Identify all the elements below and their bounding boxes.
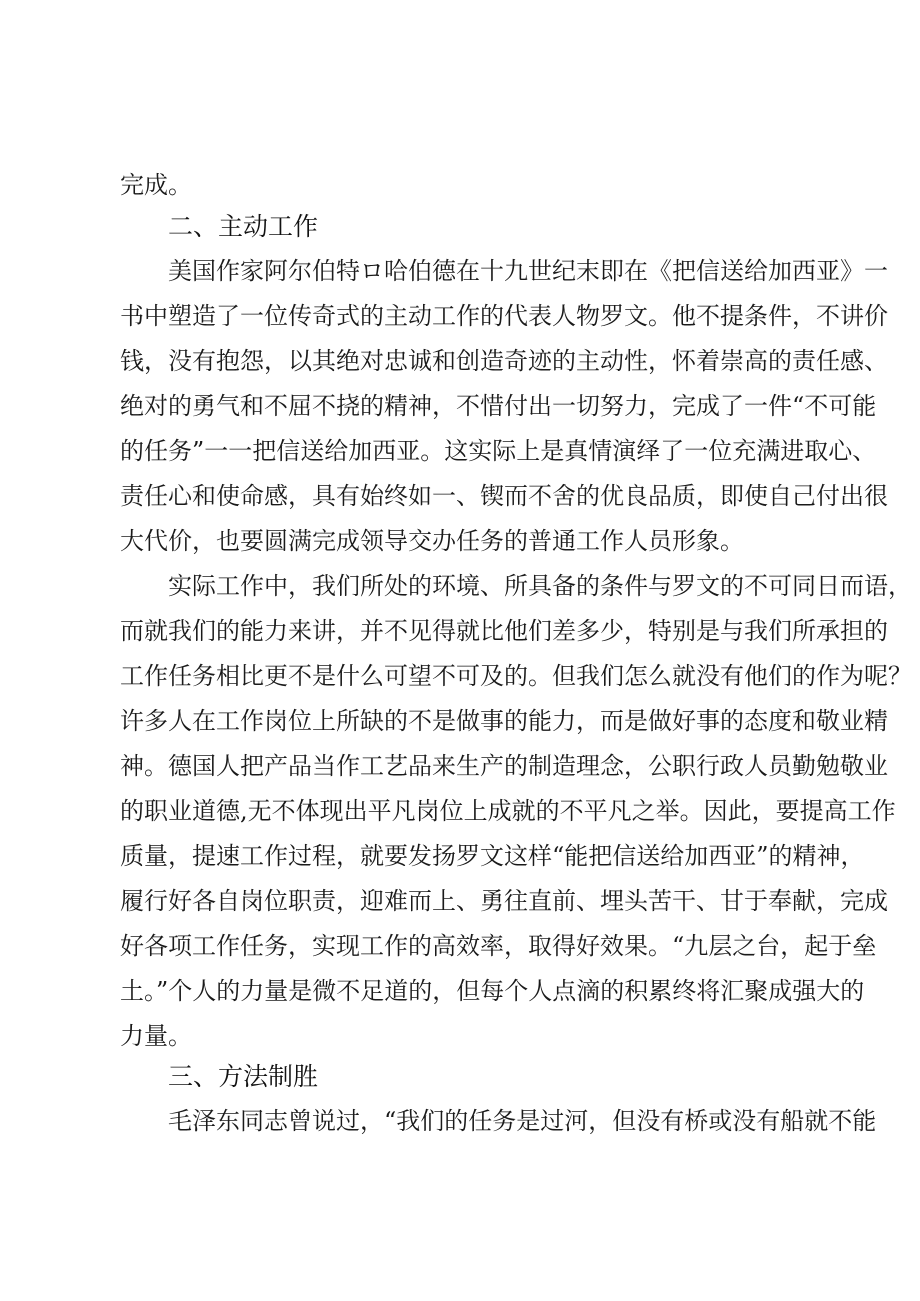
text-line: 好各项工作任务，实现工作的高效率，取得好效果。“九层之台，起于垒: [120, 932, 877, 960]
text-line: 的职业道德,无不体现出平凡岗位上成就的不平凡之举。因此，要提高工作: [120, 797, 896, 825]
text-line: 土。”个人的力量是微不足道的，但每个人点滴的积累终将汇聚成强大的: [120, 977, 865, 1005]
text-line: 责任心和使命感，具有始终如一、锲而不舍的优良品质，即使自己付出很: [120, 482, 888, 510]
text-line: 绝对的勇气和不屈不挠的精神，不惜付出一切努力，完成了一件“不可能: [120, 392, 877, 420]
text-line: 美国作家阿尔伯特ロ哈伯德在十九世纪末即在《把信送给加西亚》一: [168, 257, 888, 285]
text-line: 钱，没有抱怨，以其绝对忠诚和创造奇迹的主动性，怀着崇高的责任感、: [120, 347, 888, 375]
text-line: 质量，提速工作过程，就要发扬罗文这样“能把信送给加西亚”的精神，: [120, 842, 865, 870]
text-line: 而就我们的能力来讲，并不见得就比他们差多少，特别是与我们所承担的: [120, 617, 888, 645]
text-line: 神。德国人把产品当作工艺品来生产的制造理念，公职行政人员勤勉敬业: [120, 752, 888, 780]
section-heading-active-work: 二、主动工作: [168, 212, 319, 241]
section-heading-method: 三、方法制胜: [168, 1062, 319, 1091]
text-line: 工作任务相比更不是什么可望不可及的。但我们怎么就没有他们的作为呢？: [120, 662, 912, 690]
text-line: 实际工作中，我们所处的环境、所具备的条件与罗文的不可同日而语，: [168, 572, 912, 600]
text-line: 力量。: [120, 1022, 192, 1050]
text-line: 许多人在工作岗位上所缺的不是做事的能力，而是做好事的态度和敬业精: [120, 707, 888, 735]
text-line: 书中塑造了一位传奇式的主动工作的代表人物罗文。他不提条件，不讲价: [120, 302, 888, 330]
text-line: 完成。: [120, 171, 192, 199]
text-line: 履行好各自岗位职责，迎难而上、勇往直前、埋头苦干、甘于奉献，完成: [120, 887, 888, 915]
text-line: 毛泽东同志曾说过，“我们的任务是过河，但没有桥或没有船就不能: [168, 1107, 877, 1135]
text-line: 大代价，也要圆满完成领导交办任务的普通工作人员形象。: [120, 527, 744, 555]
text-line: 的任务”一一把信送给加西亚。这实际上是真情演绎了一位充满进取心、: [120, 437, 877, 465]
